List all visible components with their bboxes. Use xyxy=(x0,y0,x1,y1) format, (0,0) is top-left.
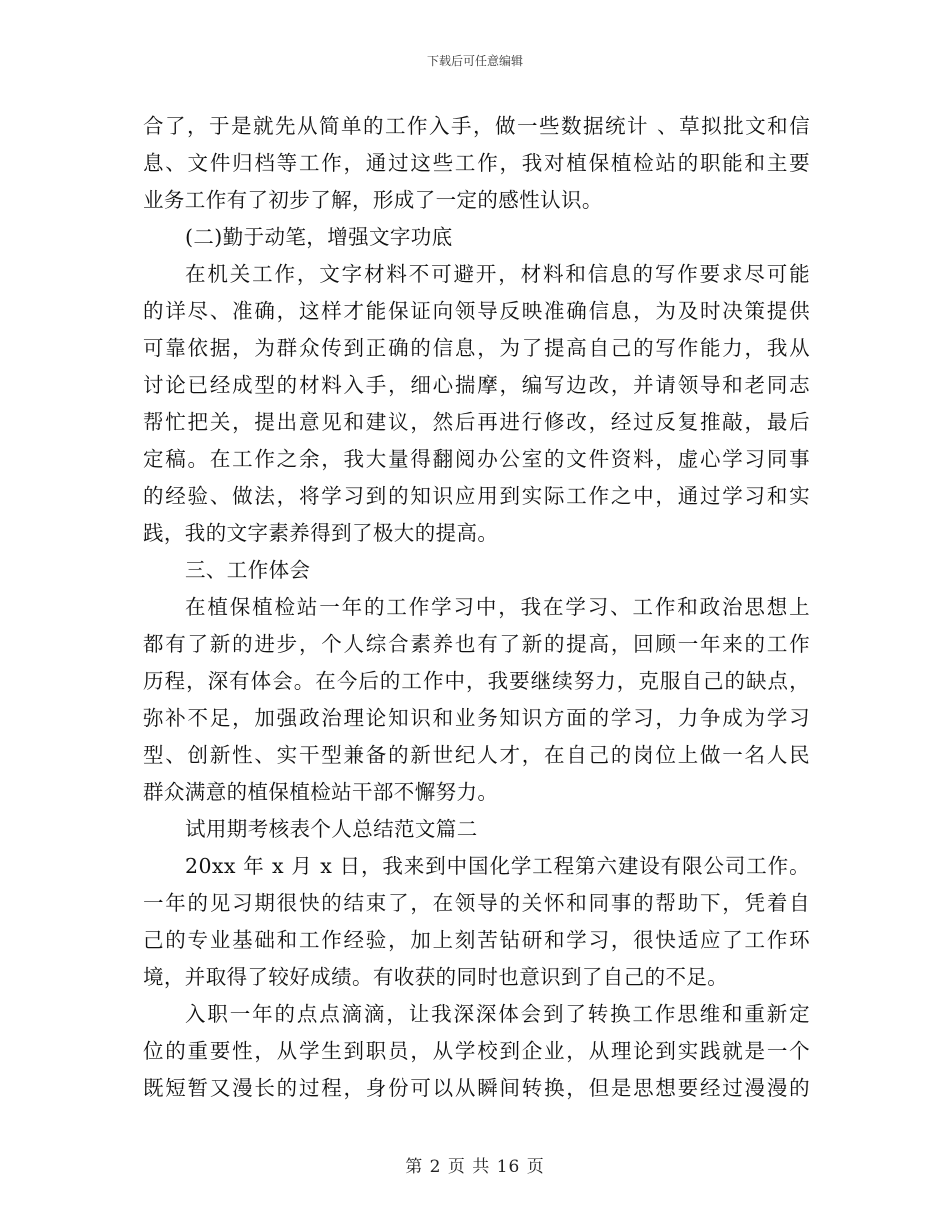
section-heading: 试用期考核表个人总结范文篇二 xyxy=(185,817,478,841)
text-line: 可靠依据，为群众传到正确的信息，为了提高自己的写作能力，我从 xyxy=(143,336,810,360)
text-line: 帮忙把关，提出意见和建议，然后再进行修改，经过反复推敲，最后 xyxy=(143,410,810,434)
text-line: 息、文件归档等工作，通过这些工作，我对植保植检站的职能和主要 xyxy=(143,151,810,175)
text-line: 己的专业基础和工作经验，加上刻苦钻研和学习，很快适应了工作环 xyxy=(143,928,810,952)
text-line: 弥补不足，加强政治理论知识和业务知识方面的学习，力争成为学习 xyxy=(143,706,810,730)
text-line: 20xx 年 x 月 x 日，我来到中国化学工程第六建设有限公司工作。 xyxy=(185,854,810,878)
text-line: 业务工作有了初步了解，形成了一定的感性认识。 xyxy=(143,188,603,212)
text-line: 的经验、做法，将学习到的知识应用到实际工作之中，通过学习和实 xyxy=(143,484,810,508)
header-note: 下载后可任意编辑 xyxy=(426,54,523,68)
text-line: 合了，于是就先从简单的工作入手，做一些数据统计 、草拟批文和信 xyxy=(143,114,810,138)
text-line: 群众满意的植保植检站干部不懈努力。 xyxy=(143,780,499,804)
text-line: 在植保植检站一年的工作学习中，我在学习、工作和政治思想上 xyxy=(185,595,810,619)
section-heading: (二)勤于动笔，增强文字功底 xyxy=(185,225,453,249)
text-line: 位的重要性，从学生到职员，从学校到企业，从理论到实践就是一个 xyxy=(143,1039,810,1063)
page-number: 第 2 页 共 16 页 xyxy=(405,1157,545,1177)
document-body xyxy=(143,108,810,1107)
text-line: 既短暂又漫长的过程，身份可以从瞬间转换，但是思想要经过漫漫的 xyxy=(143,1076,810,1100)
text-line: 一年的见习期很快的结束了，在领导的关怀和同事的帮助下，凭着自 xyxy=(143,891,810,915)
text-line: 在机关工作，文字材料不可避开，材料和信息的写作要求尽可能 xyxy=(185,262,810,286)
text-line: 定稿。在工作之余，我大量得翻阅办公室的文件资料，虚心学习同事 xyxy=(143,447,810,471)
text-line: 境，并取得了较好成绩。有收获的同时也意识到了自己的不足。 xyxy=(143,965,729,989)
text-line: 历程，深有体会。在今后的工作中，我要继续努力，克服自己的缺点， xyxy=(143,669,810,693)
text-line: 都有了新的进步，个人综合素养也有了新的提高，回顾一年来的工作 xyxy=(143,632,810,656)
text-line: 型、创新性、实干型兼备的新世纪人才，在自己的岗位上做一名人民 xyxy=(143,743,810,767)
section-heading: 三、工作体会 xyxy=(185,558,311,582)
text-line: 入职一年的点点滴滴，让我深深体会到了转换工作思维和重新定 xyxy=(185,1002,810,1026)
text-line: 讨论已经成型的材料入手，细心揣摩，编写边改，并请领导和老同志 xyxy=(143,373,810,397)
text-line: 的详尽、准确，这样才能保证向领导反映准确信息，为及时决策提供 xyxy=(143,299,810,323)
text-line: 践，我的文字素养得到了极大的提高。 xyxy=(143,521,499,545)
